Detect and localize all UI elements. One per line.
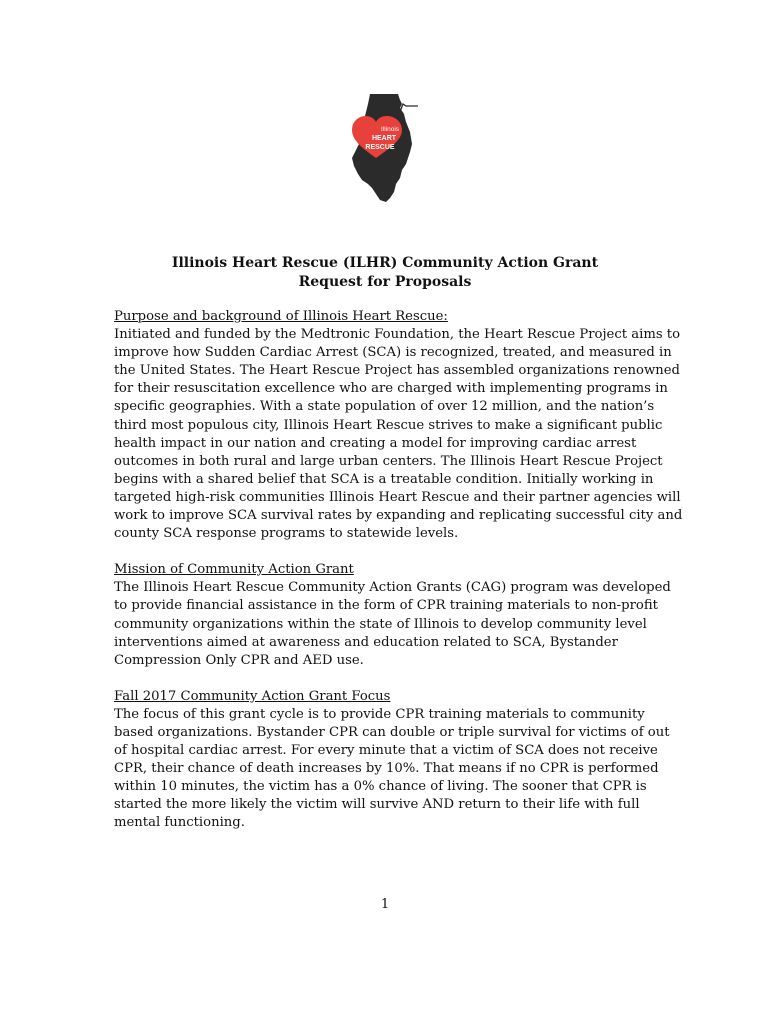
title-line-1: Illinois Heart Rescue (ILHR) Community Action Grant [171,255,599,271]
paragraph-line: county SCA response programs to statewide levels. [114,526,459,542]
paragraph-line: targeted high-risk communities Illinois Heart Rescue and their partner agencies will [114,489,681,505]
document-title [0,254,770,292]
paragraph-line: community organizations within the state of Illinois to develop community level [114,616,647,632]
section-grant-focus [114,688,670,833]
illinois-state-heart-icon [340,92,422,204]
paragraph-line: for their resuscitation excellence who are charged with implementing programs in [114,381,668,397]
page-number: 1 [380,897,390,912]
paragraph-line: work to improve SCA survival rates by expanding and replicating successful city and [114,508,683,524]
section-heading: Mission of Community Action Grant [114,562,354,578]
paragraph-line: improve how Sudden Cardiac Arrest (SCA) is recognized, treated, and measured in [114,345,672,361]
document-body [114,308,683,851]
section-purpose [114,308,683,543]
logo-text-rescue: RESCUE [365,144,395,151]
section-heading: Fall 2017 Community Action Grant Focus [114,688,391,704]
paragraph-line: begins with a shared belief that SCA is a treatable condition. Initially working in [114,471,654,487]
paragraph-line: health impact in our nation and creating a model for improving cardiac arrest [114,435,637,451]
paragraph-line: of hospital cardiac arrest. For every minute that a victim of SCA does not receive [114,743,658,759]
paragraph-line: mental functioning. [114,815,245,831]
title-line-2: Request for Proposals [298,274,472,290]
paragraph-line: outcomes in both rural and large urban centers. The Illinois Heart Rescue Project [114,453,663,469]
paragraph-line: The Illinois Heart Rescue Community Action Grants (CAG) program was developed [114,580,671,596]
paragraph-line: The focus of this grant cycle is to provide CPR training materials to community [114,706,645,722]
paragraph-line: specific geographies. With a state population of over 12 million, and the nation’s [114,399,655,415]
paragraph-line: the United States. The Heart Rescue Project has assembled organizations renowned [114,363,680,379]
section-heading: Purpose and background of Illinois Heart Rescue: [114,309,448,324]
paragraph-line: based organizations. Bystander CPR can double or triple survival for victims of out [114,724,670,740]
paragraph-line: third most populous city, Illinois Heart Rescue strives to make a significant public [114,417,663,433]
paragraph-line: Initiated and funded by the Medtronic Foundation, the Heart Rescue Project aims to [114,327,681,343]
section-mission [114,561,671,670]
paragraph-line: interventions aimed at awareness and education related to SCA, Bystander [114,634,618,650]
paragraph-line: Compression Only CPR and AED use. [114,652,364,668]
logo-text-illinois: Illinois [380,126,400,133]
paragraph-line: within 10 minutes, the victim has a 0% chance of living. The sooner that CPR is [114,779,647,795]
logo-text-heart: HEART [371,135,397,142]
paragraph-line: CPR, their chance of death increases by 10%. That means if no CPR is performed [114,761,659,777]
paragraph-line: started the more likely the victim will survive AND return to their life with full [114,797,640,813]
illinois-heart-rescue-logo [340,92,422,204]
paragraph-line: to provide financial assistance in the form of CPR training materials to non-profit [114,598,658,614]
